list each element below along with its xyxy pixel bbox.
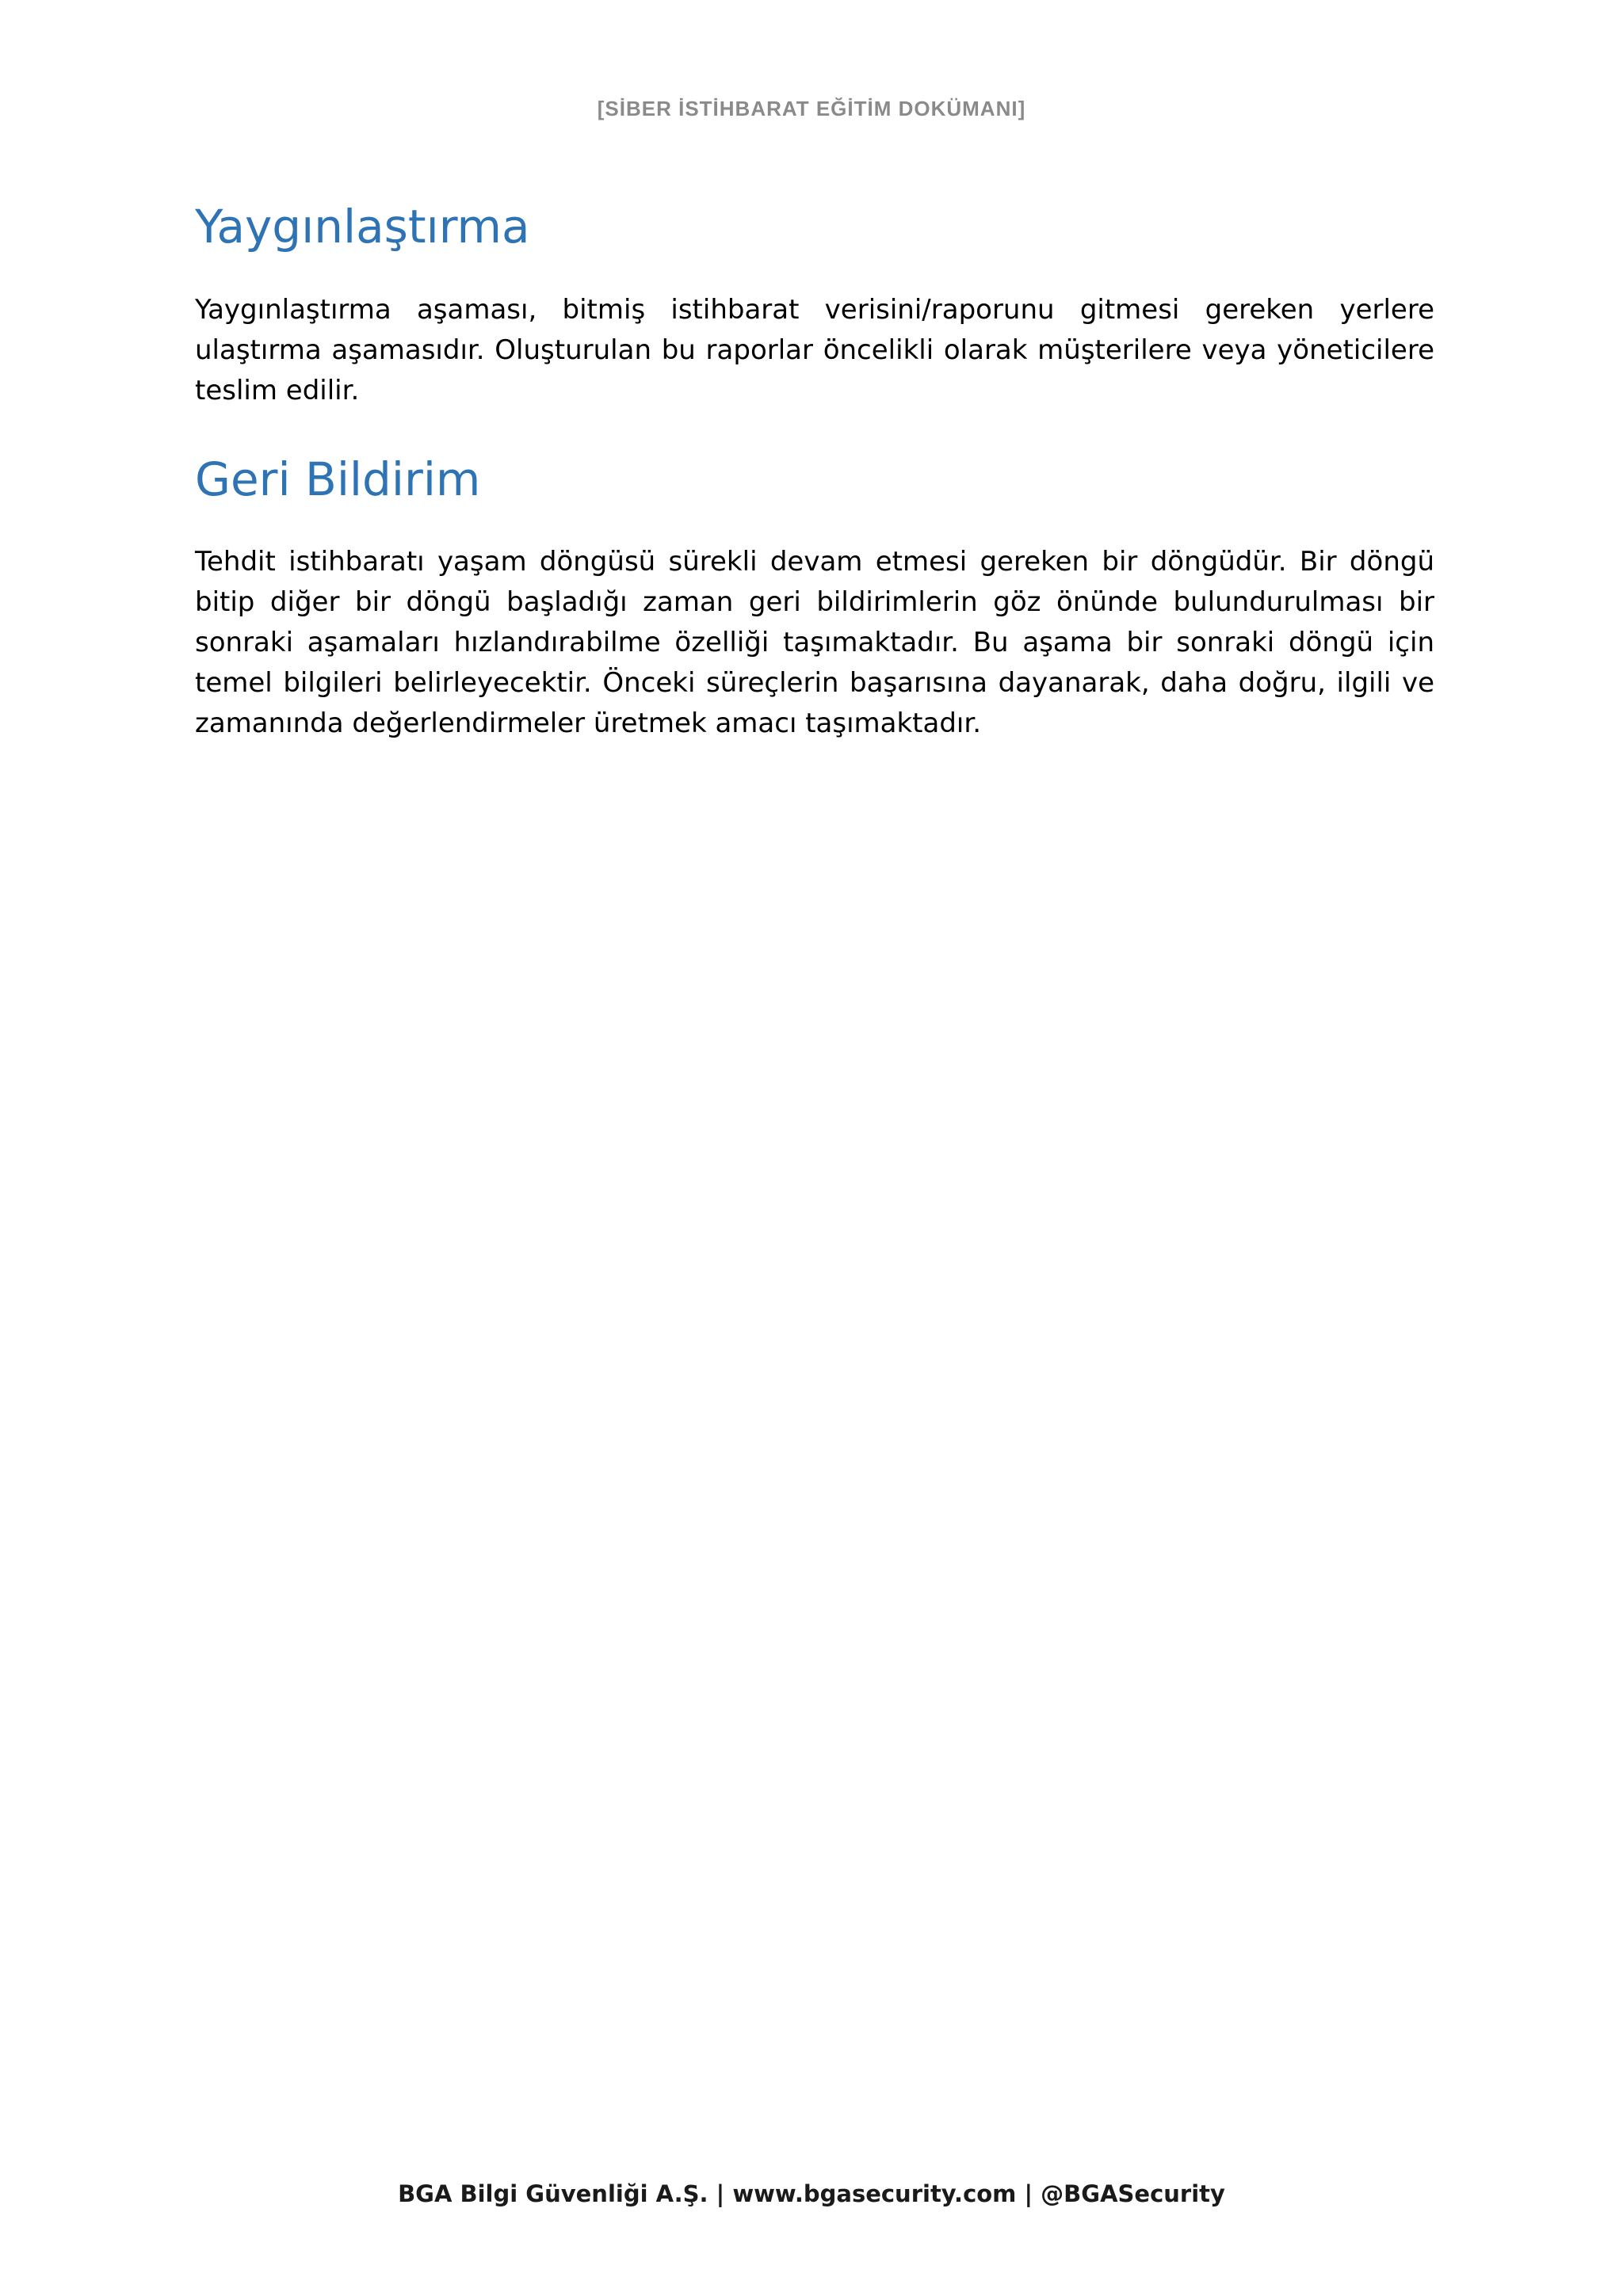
section-heading-geri-bildirim: Geri Bildirim <box>195 452 481 506</box>
document-content <box>195 190 1434 744</box>
section-heading-yayginlastirma: Yaygınlaştırma <box>195 200 530 254</box>
running-header: [SİBER İSTİHBARAT EĞİTİM DOKÜMANI] <box>597 97 1026 120</box>
section-paragraph-geri-bildirim: Tehdit istihbaratı yaşam döngüsü sürekli devam etmesi gereken bir döngüdür. Bir döngü bitip diğer bir döngü başladığı zaman geri bildirimlerin göz önünde bulundurulması bir sonraki aşamaları hızlandırabilme özelliği taşımaktadır. Bu aşama bir sonraki döngü için temel bilgileri belirleyecektir. Önceki süreçlerin başarısına dayanarak, daha doğru, ilgili ve zamanında değerlendirmeler üretmek amacı taşımaktadır. <box>195 546 1434 740</box>
section-paragraph-yayginlastirma: Yaygınlaştırma aşaması, bitmiş istihbarat verisini/raporunu gitmesi gereken yerlere ulaştırma aşamasıdır. Oluşturulan bu raporlar öncelikli olarak müşterilere veya yöneticilere teslim edilir. <box>195 293 1434 406</box>
page-footer: BGA Bilgi Güvenliği A.Ş. | www.bgasecurity.com | @BGASecurity <box>398 2180 1225 2207</box>
